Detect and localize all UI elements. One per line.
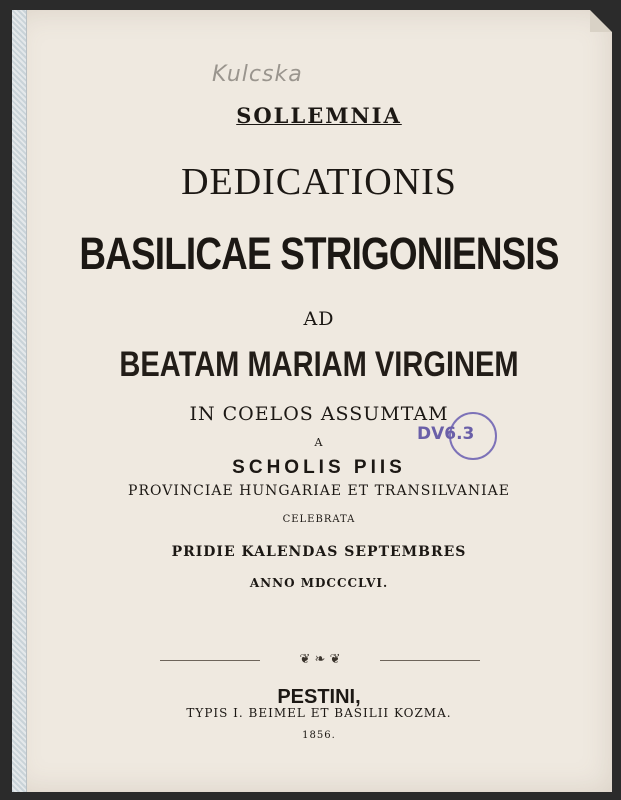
title-anno: ANNO MDCCCLVI. [249, 576, 389, 590]
rule-right [380, 660, 480, 661]
imprint-place: PESTINI, [277, 686, 361, 708]
ornamental-rule [160, 652, 480, 668]
title-celebrata: CELEBRATA [282, 514, 356, 525]
title-page [12, 10, 612, 792]
title-in-coelos: IN COELOS ASSUMTAM [189, 403, 449, 425]
imprint-year: 1856. [302, 730, 336, 741]
folded-corner [590, 10, 612, 32]
title-ad: AD [303, 308, 335, 330]
title-pridie: PRIDIE KALENDAS SEPTEMBRES [171, 544, 467, 560]
ornament-icon: ❦ ❧ ❦ [299, 652, 341, 667]
stamp-text: DV6.3 [417, 424, 475, 444]
title-basilicae: BASILICAE STRIGONIENSIS [79, 228, 559, 279]
imprint-printer: TYPIS I. BEIMEL ET BASILII KOZMA. [186, 706, 452, 720]
title-provinciae: PROVINCIAE HUNGARIAE ET TRANSILVANIAE [128, 483, 510, 499]
title-sollemnia: SOLLEMNIA [236, 103, 402, 128]
title-a: A [314, 436, 324, 449]
spine-binding [12, 10, 27, 792]
title-dedicationis: DEDICATIONIS [181, 161, 457, 203]
library-stamp [417, 410, 507, 466]
title-scholis-piis: SCHOLIS PIIS [232, 457, 406, 478]
handwritten-note: Kulcska [212, 62, 303, 87]
rule-left [160, 660, 260, 661]
title-beatam: BEATAM MARIAM VIRGINEM [119, 345, 519, 384]
